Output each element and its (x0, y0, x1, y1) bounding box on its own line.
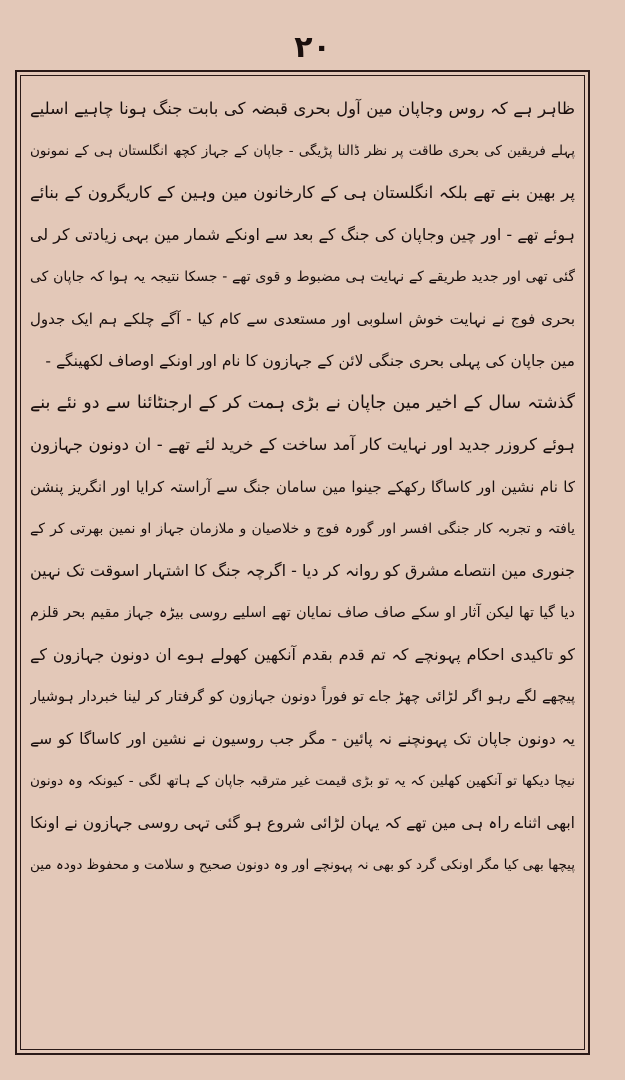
text-line: ابھی اثناے راہ ہی مین تھے کہ یہان لڑائی شروع ہو گئی تہی روسی جہازون نے اونکا (30, 814, 575, 832)
text-line: کا نام نشین اور کاساگا رکھکے جینوا مین سامان جنگ سے آراستہ کرایا اور انگریز پنشن (30, 478, 575, 496)
text-line: بحری فوج نے نہایت خوش اسلوبی اور مستعدی سے کام کیا - آگے چلکے ہم ایک جدول (30, 310, 575, 328)
text-line: نیچا دیکھا تو آنکھین کھلین کہ یہ تو بڑی قیمت غیر مترقبہ جاپان کے ہاتھ لگی - کیونکہ وہ دونون (30, 773, 575, 789)
text-line: گئی تھی اور جدید طریقے کے نہایت ہی مضبوط و قوی تھے - جسکا نتیجہ یہ ہوا کہ جاپان کی (30, 269, 575, 285)
text-line: ہوئے کروزر جدید اور نہایت کار آمد ساخت کے خرید لئے تھے - ان دونون جہازون (30, 435, 575, 454)
text-line: دیا گیا تھا لیکن آثار او سکے صاف صاف نمایان تھے اسلیے روسی بیڑہ جہاز مقیم بحر قلزم (30, 605, 575, 621)
page-number: ۲۰ (294, 30, 331, 65)
text-line: پر بھین بنے تھے بلکہ انگلستان ہی کے کارخانون مین وہین کے کاریگرون کے بنائے (30, 183, 575, 202)
text-line: یافتہ و تجربہ کار جنگی افسر اور گورہ فوج و خلاصیان و ملازمان جہاز او نمین بھرتی کر کے (30, 521, 575, 537)
paragraph-end-line: مین جاپان کی پہلی بحری جنگی لائن کے جہازون کا نام اور اونکے اوصاف لکھینگے - (45, 352, 575, 370)
text-line: پہلے فریقین کی بحری طاقت پر نظر ڈالنا پڑیگی - جاپان کے جہاز کچھ انگلستان ہی کے نمونون (30, 143, 575, 159)
text-line: ظاہر ہے کہ روس وجاپان مین آول بحری قبضہ کی بابت جنگ ہونا چاہیے اسلیے (30, 99, 575, 118)
text-line: جنوری مین انتصاے مشرق کو روانہ کر دیا - اگرچہ جنگ کا اشتہار اسوقت تک نہین (30, 561, 575, 580)
text-line: کو تاکیدی احکام پہونچے کہ تم قدم بقدم آنکھین کھولے ہوے ان دونون جہازون کے (30, 645, 575, 664)
text-line: یہ دونون جاپان تک پہونچنے نہ پائین - مگر جب روسیون نے نشین اور کاساگا کو سے (30, 730, 575, 748)
text-line: ہوئے تھے - اور چین وجاپان کی جنگ کے بعد سے اونکے شمار مین بہی زیادتی کر لی (30, 225, 575, 244)
text-line: پیچھے لگے رہو اگر لڑائی چھڑ جاے تو فوراً دونون جہازون کو گرفتار کر لینا خبردار ہوشیار (30, 689, 575, 705)
text-line: پیچھا بھی کیا مگر اونکی گرد کو بھی نہ پہونچے اور وہ دونون صحیح و سلامت و محفوظ دودہ مین (30, 857, 575, 873)
text-line: گذشتہ سال کے اخیر مین جاپان نے بڑی ہمت کر کے ارجنٹائنا سے دو نئے بنے (30, 393, 575, 413)
page-body-text (30, 88, 575, 886)
